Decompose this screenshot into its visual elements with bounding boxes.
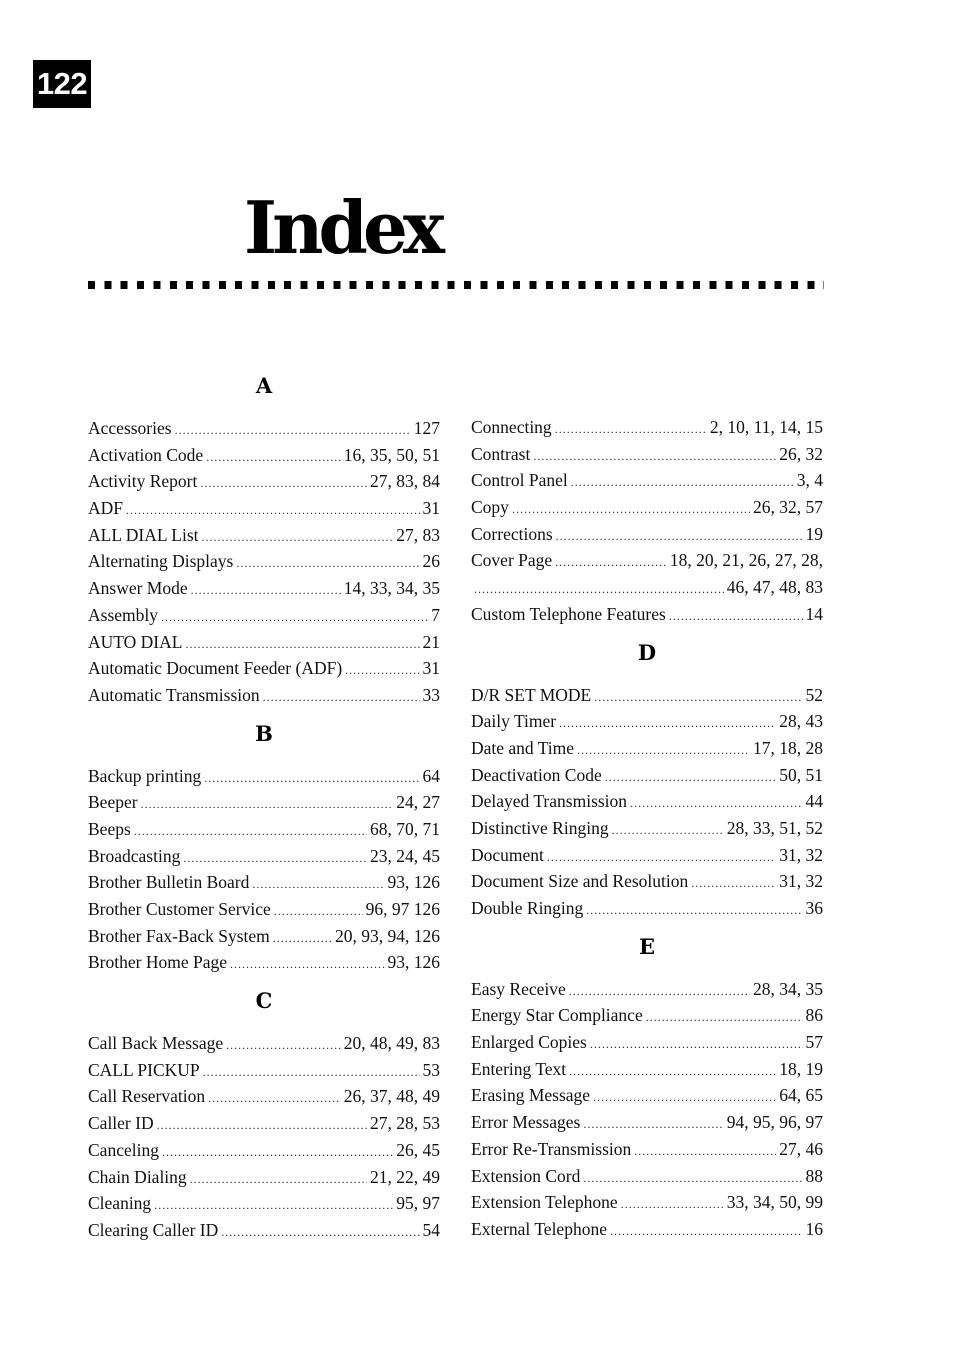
index-entry — [471, 815, 823, 842]
section-a-entries — [88, 415, 440, 709]
dot-leader — [190, 1166, 367, 1193]
index-entry — [471, 414, 823, 441]
index-entry — [88, 548, 440, 575]
dot-leader — [208, 1085, 341, 1112]
index-entry — [471, 494, 823, 521]
dot-leader — [252, 871, 384, 898]
index-entry — [471, 708, 823, 735]
page-references: 26, 37, 48, 49 — [343, 1086, 440, 1107]
page-references: 24, 27 — [396, 792, 440, 813]
index-entry — [88, 575, 440, 602]
dot-leader — [593, 1084, 776, 1111]
index-term: Contrast — [471, 443, 531, 464]
index-term: Error Re-Transmission — [471, 1138, 632, 1159]
page-references: 28, 33, 51, 52 — [726, 817, 823, 838]
index-term: Call Back Message — [88, 1033, 224, 1054]
dot-leader — [226, 1032, 341, 1059]
index-term: Call Reservation — [88, 1086, 206, 1107]
index-term: Document Size and Resolution — [471, 871, 689, 892]
index-entry — [88, 1057, 440, 1084]
dotted-divider — [88, 281, 824, 289]
page-references: 86 — [805, 1005, 823, 1026]
page-references: 44 — [805, 791, 823, 812]
index-term: Answer Mode — [88, 578, 188, 599]
index-term: Activity Report — [88, 471, 198, 492]
dot-leader — [154, 1192, 393, 1219]
dot-leader — [569, 978, 750, 1005]
dot-leader — [200, 470, 367, 497]
index-term: Double Ringing — [471, 898, 584, 918]
index-term: Caller ID — [88, 1113, 154, 1134]
index-term: ADF — [88, 498, 124, 519]
dot-leader — [569, 1058, 776, 1085]
index-term: Assembly — [88, 604, 158, 625]
dot-leader — [669, 603, 803, 630]
index-term: AUTO DIAL — [88, 631, 183, 652]
page-references: 54 — [422, 1219, 440, 1240]
dot-leader — [559, 710, 776, 737]
dot-leader — [274, 898, 363, 925]
page-references: 17, 18, 28 — [753, 737, 823, 758]
dot-leader — [547, 844, 776, 871]
dot-leader — [202, 524, 394, 551]
index-entry — [88, 602, 440, 629]
page-references: 20, 93, 94, 126 — [335, 925, 440, 946]
index-term: Extension Cord — [471, 1165, 581, 1186]
dot-leader — [221, 1219, 419, 1246]
index-term: External Telephone — [471, 1218, 607, 1239]
dot-leader — [185, 631, 419, 658]
page-references: 26, 45 — [396, 1139, 440, 1160]
index-term: Control Panel — [471, 470, 568, 491]
index-entry — [88, 923, 440, 950]
index-term: Custom Telephone Features — [471, 603, 666, 624]
dot-leader — [630, 790, 802, 817]
index-entry — [471, 601, 823, 628]
index-entry — [88, 442, 440, 469]
section-d-entries — [471, 682, 823, 922]
index-term: Easy Receive — [471, 978, 566, 999]
dot-leader — [610, 1218, 803, 1245]
page-references: 21 — [422, 631, 440, 652]
dot-leader — [162, 1139, 393, 1166]
index-column-left — [88, 369, 440, 1244]
page-references: 27, 28, 53 — [370, 1113, 440, 1134]
dot-leader — [141, 791, 394, 818]
index-entry — [88, 629, 440, 656]
dot-leader — [230, 951, 385, 978]
index-entry — [88, 468, 440, 495]
index-entry — [471, 976, 823, 1003]
index-entry — [471, 521, 823, 548]
page-references: 31, 32 — [779, 871, 823, 892]
page-references: 27, 46 — [779, 1138, 823, 1159]
section-letter-c: C — [255, 988, 273, 1014]
index-entry — [88, 522, 440, 549]
index-entry — [471, 574, 823, 601]
page-references: 64, 65 — [779, 1085, 823, 1106]
index-entry — [471, 1056, 823, 1083]
page-references: 46, 47, 48, 83 — [726, 577, 823, 598]
page-references: 94, 95, 96, 97 — [726, 1112, 823, 1133]
page-title: Index — [244, 185, 441, 270]
page-references: 31, 32 — [779, 844, 823, 865]
page-references: 27, 83 — [396, 524, 440, 545]
index-term: Brother Bulletin Board — [88, 872, 250, 893]
index-term: Beeper — [88, 792, 138, 813]
dot-leader — [157, 1112, 367, 1139]
dot-leader — [183, 845, 367, 872]
page-references: 7 — [431, 604, 440, 625]
page-references: 64 — [422, 765, 440, 786]
dot-leader — [191, 577, 341, 604]
page-references: 50, 51 — [779, 764, 823, 785]
page-references: 96, 97 126 — [365, 899, 440, 919]
page-references: 88 — [805, 1165, 823, 1186]
index-term: CALL PICKUP — [88, 1059, 200, 1080]
index-entry — [471, 467, 823, 494]
page-references: 21, 22, 49 — [370, 1166, 440, 1187]
dot-leader — [621, 1191, 724, 1218]
index-term: Enlarged Copies — [471, 1032, 587, 1053]
index-term: Connecting — [471, 417, 552, 437]
index-entry — [471, 441, 823, 468]
index-entry — [88, 1083, 440, 1110]
dot-leader — [134, 818, 367, 845]
page-references: 23, 24, 45 — [370, 845, 440, 866]
dot-leader — [512, 496, 750, 523]
index-term: Brother Fax-Back System — [88, 925, 270, 946]
dot-leader — [555, 416, 707, 443]
dot-leader — [273, 925, 332, 952]
section-e-entries — [471, 976, 823, 1243]
dot-leader — [571, 469, 794, 496]
index-entry — [88, 843, 440, 870]
index-term: Cover Page — [471, 550, 553, 571]
index-entry — [471, 682, 823, 709]
dot-leader — [236, 550, 419, 577]
index-entry — [471, 1082, 823, 1109]
page-references: 31 — [422, 658, 440, 679]
dot-leader — [126, 497, 419, 524]
index-term: Brother Customer Service — [88, 899, 271, 919]
dot-leader — [577, 737, 750, 764]
dot-leader — [345, 657, 419, 684]
index-term: Accessories — [88, 418, 172, 438]
dot-leader — [590, 1031, 803, 1058]
index-term: Date and Time — [471, 737, 575, 758]
index-term: Alternating Displays — [88, 551, 234, 572]
index-column-right — [471, 414, 823, 1243]
index-entry — [471, 842, 823, 869]
index-entry — [88, 1110, 440, 1137]
page-references: 18, 20, 21, 26, 27, 28, — [669, 550, 823, 571]
index-entry — [88, 949, 440, 976]
page-references: 93, 126 — [387, 872, 440, 893]
page-references: 31 — [422, 498, 440, 519]
page-references: 68, 70, 71 — [370, 818, 440, 839]
section-letter-d: D — [637, 639, 657, 665]
index-term: Canceling — [88, 1139, 159, 1160]
index-entry — [471, 788, 823, 815]
index-term: Automatic Document Feeder (ADF) — [88, 658, 343, 679]
index-entry — [88, 1217, 440, 1244]
dot-leader — [691, 870, 776, 897]
page-references: 127 — [413, 418, 440, 438]
dot-leader — [634, 1138, 776, 1165]
index-term: Activation Code — [88, 444, 204, 465]
index-entry — [88, 682, 440, 709]
index-term: Automatic Transmission — [88, 684, 260, 705]
index-term: Entering Text — [471, 1058, 567, 1079]
index-term: Corrections — [471, 523, 553, 544]
page-references: 26, 32, 57 — [753, 497, 823, 518]
index-entry — [88, 1164, 440, 1191]
index-entry — [471, 1189, 823, 1216]
page-references: 33 — [422, 684, 440, 705]
index-term: Clearing Caller ID — [88, 1219, 219, 1240]
page-references: 36 — [805, 898, 823, 918]
index-term: Error Messages — [471, 1112, 581, 1133]
index-term: Brother Home Page — [88, 952, 227, 973]
page-references: 14, 33, 34, 35 — [343, 578, 440, 599]
index-term: Chain Dialing — [88, 1166, 187, 1187]
index-term: Cleaning — [88, 1193, 152, 1214]
index-term: Backup printing — [88, 765, 202, 786]
dot-leader — [203, 1059, 420, 1086]
index-term: Copy — [471, 497, 509, 518]
page-references: 33, 34, 50, 99 — [726, 1192, 823, 1213]
index-term: Delayed Transmission — [471, 791, 628, 812]
index-entry — [88, 1137, 440, 1164]
page-references: 57 — [805, 1032, 823, 1053]
index-entry — [88, 763, 440, 790]
index-entry — [471, 1163, 823, 1190]
dot-leader — [204, 765, 419, 792]
index-term: ALL DIAL List — [88, 524, 199, 545]
page-references: 18, 19 — [779, 1058, 823, 1079]
page-references: 14 — [805, 603, 823, 624]
dot-leader — [556, 523, 803, 550]
index-entry — [88, 655, 440, 682]
index-entry — [471, 762, 823, 789]
dot-leader — [175, 417, 411, 444]
index-term: Beeps — [88, 818, 131, 839]
section-b-entries — [88, 763, 440, 977]
dot-leader — [586, 897, 802, 924]
dot-leader — [555, 549, 667, 576]
page-references: 93, 126 — [387, 952, 440, 973]
page-references: 27, 83, 84 — [370, 471, 440, 492]
index-entry — [88, 1190, 440, 1217]
page-references: 19 — [805, 523, 823, 544]
index-term: Document — [471, 844, 544, 865]
section-letter-b: B — [255, 720, 273, 746]
page-references: 95, 97 — [396, 1193, 440, 1214]
index-term: Extension Telephone — [471, 1192, 618, 1213]
index-entry — [88, 869, 440, 896]
index-term: Daily Timer — [471, 711, 557, 732]
index-term: Distinctive Ringing — [471, 817, 609, 838]
page-references: 26 — [422, 551, 440, 572]
page-number: 122 — [33, 60, 91, 108]
page-references: 3, 4 — [796, 470, 823, 491]
page-references: 26, 32 — [779, 443, 823, 464]
index-entry — [471, 1002, 823, 1029]
index-term: D/R SET MODE — [471, 684, 592, 705]
dot-leader — [594, 684, 802, 711]
section-letter-e: E — [638, 933, 655, 959]
index-entry — [471, 868, 823, 895]
section-c-entries — [88, 1030, 440, 1244]
dot-leader — [612, 817, 724, 844]
index-term: Energy Star Compliance — [471, 1005, 643, 1026]
dot-leader — [474, 576, 724, 603]
index-term: Deactivation Code — [471, 764, 602, 785]
dot-leader — [263, 684, 420, 711]
index-entry — [88, 415, 440, 442]
dot-leader — [161, 604, 428, 631]
index-entry — [88, 896, 440, 923]
index-entry — [88, 816, 440, 843]
index-entry — [88, 789, 440, 816]
section-letter-a: A — [255, 373, 273, 398]
index-term: Broadcasting — [88, 845, 181, 866]
index-entry — [471, 735, 823, 762]
dot-leader — [646, 1004, 803, 1031]
page-references: 16, 35, 50, 51 — [343, 444, 440, 465]
page-references: 2, 10, 11, 14, 15 — [709, 417, 823, 437]
page-references: 52 — [805, 684, 823, 705]
page-references: 16 — [805, 1218, 823, 1239]
dot-leader — [583, 1111, 723, 1138]
index-entry — [471, 1029, 823, 1056]
page-references: 20, 48, 49, 83 — [343, 1033, 440, 1054]
index-term: Erasing Message — [471, 1085, 591, 1106]
dot-leader — [206, 444, 341, 471]
section-c-continued-entries — [471, 414, 823, 628]
index-entry — [471, 1109, 823, 1136]
page-references: 53 — [422, 1059, 440, 1080]
index-entry — [471, 1136, 823, 1163]
page-references: 28, 43 — [779, 711, 823, 732]
dot-leader — [605, 764, 777, 791]
index-entry — [471, 895, 823, 922]
index-entry — [471, 547, 823, 574]
dot-leader — [533, 443, 776, 470]
index-entry — [471, 1216, 823, 1243]
index-entry — [88, 495, 440, 522]
dot-leader — [583, 1165, 802, 1192]
index-entry — [88, 1030, 440, 1057]
page-references: 28, 34, 35 — [753, 978, 823, 999]
